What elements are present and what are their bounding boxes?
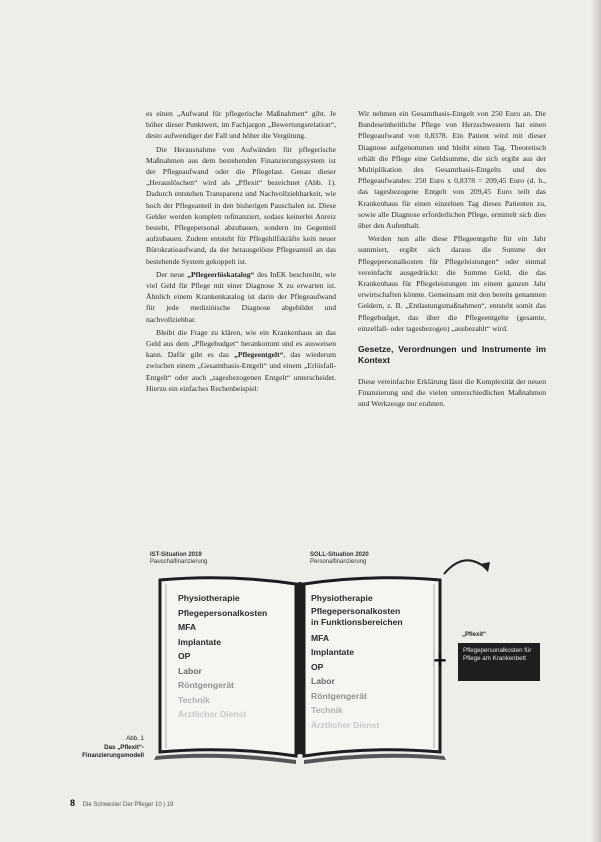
paragraph: Der neue „Pflegeerlöskatalog“ des InEK beschreibt, wie viel Geld für Pflege mit einer Diagnose X zu erwarten ist. Ähnlich einem Krankenkatalog ist darin der Pflegeaufwand für jede medizinische Diagnose abgebildet und nachvollziehbar.	[146, 269, 337, 324]
ist-situation-label	[150, 552, 207, 566]
curved-arrow-icon	[440, 554, 500, 594]
soll-subtitle: Personalfinanzierung	[310, 559, 367, 565]
list-item: Labor	[311, 676, 335, 686]
paragraph: Die Herausnahme von Aufwänden für pflegerische Maßnahmen aus dem bestehenden Finanzierungssystem ist der Pflegeaufwand oder die Pflegelast. Genau dieser „Herauslöschen“ wird als „Pflexit“ bezeichnet (Abb. 1). Dadurch entstehen Transparenz und Nachvollziehbarkeit, wie hoch der Pflegeanteil in den bisherigen Pauschalen ist. Diese Gelder werden komplett refinanziert, sodass keinerlei Anreiz besteht, Pflegepersonal abzubauen, sondern im Gegenteil aufzubauen. Zudem entsteht für Pflegehilfskräfte kein neuer Bürokratieaufwand, da der herausgelöste Pflegeanteil an das bestehende System gekoppelt ist.	[146, 144, 336, 266]
ist-title: IST-Situation 2019	[150, 552, 202, 558]
list-item: Labor	[178, 665, 202, 676]
list-item: Physiotherapie	[178, 593, 240, 603]
caption-title-line2: Finanzierungsmodell	[82, 752, 144, 759]
list-item: in Funktionsbereichen	[311, 616, 403, 627]
ist-subtitle: Pauschalfinanzierung	[150, 559, 208, 565]
list-item: Physiotherapie	[311, 593, 373, 603]
page-number: 8	[70, 798, 76, 808]
paragraph: Wir nehmen ein Gesamtbasis-Entgelt von 250 Euro an. Die Bundeseinheitliche Pflege von Herzschwestern hat einen Pflegeaufwand von 0,8378. Ein Patient wird mit dieser Diagnose aufgenommen und bleibt einen Tag. Theoretisch erhält die Pflege eine Geldsumme, die sich ergibt aus der Multiplikation des Gesamtbasis-Entgelts und des Pflegeaufwandes: 250 Euro x 0,8378 = 209,45 Euro (d. h., das tagesbezogene Entgelt von 209,45 Euro teilt das Krankenhaus für einen einzelnen Tag dieses Patienten zu, sowie alle Diagnose erforderlichen Pflege, ermittelt sich dies über den Aufenthalt.	[358, 109, 546, 231]
figure-caption	[60, 735, 144, 761]
section-heading: Gesetze, Verordnungen und Instrumente im Kontext	[358, 344, 546, 366]
list-item: Technik	[178, 694, 210, 705]
journal-name: Die Schwester Der Pfleger 10 | 19	[82, 802, 174, 808]
caption-title-line1: Das „Pflexit“-	[104, 743, 144, 751]
list-item: OP	[311, 661, 324, 672]
soll-situation-label	[310, 552, 369, 566]
list-item: Röntgengerät	[178, 680, 234, 690]
list-item: Implantate	[178, 636, 221, 647]
list-item: Implantate	[311, 647, 354, 657]
list-item: Pflegepersonalkosten	[311, 605, 401, 616]
article-column-right	[358, 108, 546, 412]
pflegepersonalkosten-box: Pflegepersonalkosten für Pflege am Krankenbett	[458, 643, 540, 681]
list-item: Röntgengerät	[311, 690, 367, 701]
paragraph: Diese vereinfachte Erklärung lässt die Komplexität der neuen Finanzierung und die vielen unterschiedlichen Maßnahmen und Werkzeuge nur erahnen.	[358, 377, 546, 409]
page-footer	[70, 798, 173, 808]
list-item: Technik	[311, 705, 343, 715]
list-item: MFA	[178, 622, 197, 632]
list-item: Pflegepersonalkosten	[178, 607, 268, 618]
paragraph: Bleibt die Frage zu klären, wie ein Krankenhaus an das Geld aus dem „Pflegebudget“ herankommt und es ausweisen kann. Dafür gibt es das „Pflegeentgelt“, das wiederum zwischen einem „Gesamtbasis-Entgelt“ und einem „Erlösfall-Entgelt“ oder auch „tagesbezogenen Entgelt“ unterscheidet. Hierzu ein einfaches Rechenbeispiel:	[146, 327, 337, 393]
list-item: Ärztlicher Dienst	[178, 709, 247, 719]
paragraph: es einen „Aufwand für pflegerische Maßnahmen“ gibt. Je höher dieser Punktwert, im Fachjargon „Bewertungsrelation“, desto aufwendiger der Fall und höher die Vergütung.	[146, 109, 336, 141]
list-item: Ärztlicher Dienst	[311, 719, 380, 730]
list-item: OP	[178, 651, 191, 661]
keyword-pflegeerloeskatalog: „Pflegeerlöskatalog“	[187, 269, 255, 279]
keyword-pflegeentgelt: „Pflegeentgelt“	[234, 350, 284, 360]
article-column-left	[146, 108, 336, 396]
ist-cost-list	[178, 591, 267, 722]
pflexit-label: „Pflexit“	[462, 632, 487, 638]
soll-title: SOLL-Situation 2020	[310, 552, 369, 558]
soll-cost-list	[311, 591, 403, 732]
paragraph: Werden nun alle diese Pflegeentgelte für ein Jahr summiert, ergibt sich daraus die Summe der Pflegepersonalkosten für Pflegeleistungen“ oder einmal vereinfacht ausgedrückt: die Summe Geld, die das Krankenhaus für Pflegeleistungen im einem ganzen Jahr erwirtschaften könnte. Gemeinsam mit den bereits genannten Geldern, z. B. „Entlastungsmaßnahmen“, entsteht somit das Pflegebudget, das über die Pflegeentgelte (gesamte, einzelfall- oder tagesbezogen) „ausbezahlt“ wird.	[358, 234, 546, 333]
caption-number: Abb. 1	[126, 735, 144, 742]
list-item: MFA	[311, 632, 330, 643]
page-edge-shadow	[591, 0, 601, 842]
plus-icon: +	[433, 648, 447, 673]
